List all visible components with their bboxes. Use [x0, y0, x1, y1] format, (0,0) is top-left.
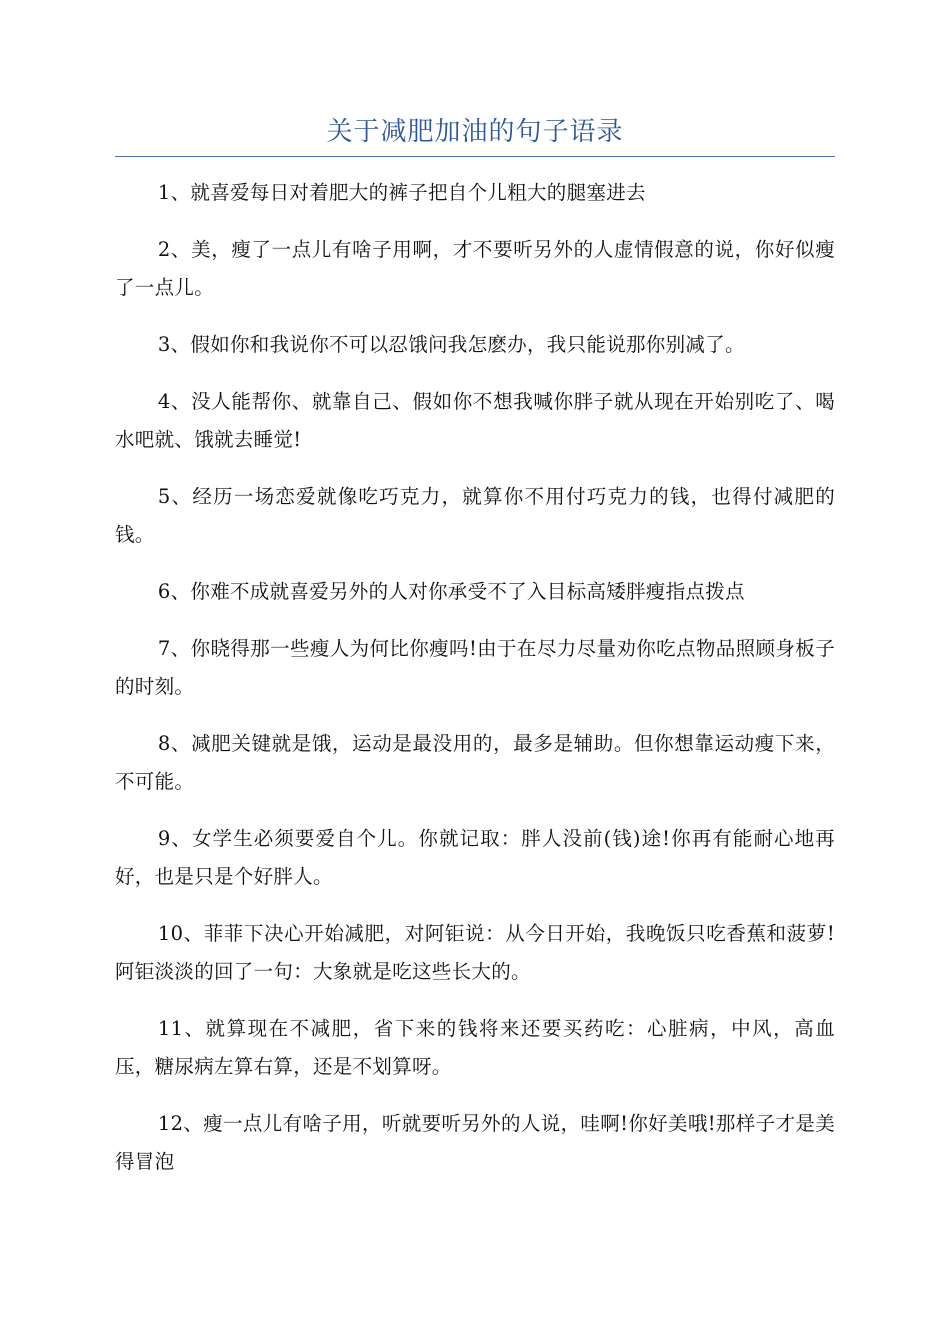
- quote-paragraph: 3、假如你和我说你不可以忍饿问我怎麽办，我只能说那你别减了。: [157, 333, 745, 356]
- title-block: [115, 112, 835, 157]
- quote-paragraph: 8、减肥关键就是饿，运动是最没用的，最多是辅助。但你想靠运动瘦下来，不可能。: [115, 732, 835, 793]
- page-title: 关于减肥加油的句子语录: [326, 117, 624, 147]
- quote-paragraph: 9、女学生必须要爱自个儿。你就记取：胖人没前(钱)途!你再有能耐心地再好，也是只是个好胖人。: [115, 827, 835, 888]
- quote-paragraph: 11、就算现在不减肥，省下来的钱将来还要买药吃：心脏病，中风，高血压，糖尿病左算右算，还是不划算呀。: [115, 1017, 835, 1078]
- quote-paragraph: 12、瘦一点儿有啥子用，听就要听另外的人说，哇啊!你好美哦!那样子才是美得冒泡: [115, 1112, 835, 1173]
- quote-paragraph: 4、没人能帮你、就靠自己、假如你不想我喊你胖子就从现在开始别吃了、喝水吧就、饿就去睡觉!: [115, 390, 835, 451]
- quote-paragraph: 2、美，瘦了一点儿有啥子用啊，才不要听另外的人虚情假意的说，你好似瘦了一点儿。: [115, 238, 835, 299]
- quote-paragraph: 10、菲菲下决心开始减肥，对阿钜说：从今日开始，我晚饭只吃香蕉和菠萝!阿钜淡淡的回了一句：大象就是吃这些长大的。: [115, 922, 835, 983]
- quote-paragraph: 5、经历一场恋爱就像吃巧克力，就算你不用付巧克力的钱，也得付减肥的钱。: [115, 485, 835, 546]
- quote-paragraph: 7、你晓得那一些瘦人为何比你瘦吗!由于在尽力尽量劝你吃点物品照顾身板子的时刻。: [115, 637, 835, 698]
- quote-list: [115, 174, 835, 1200]
- quote-paragraph: 1、就喜爱每日对着肥大的裤子把自个儿粗大的腿塞进去: [157, 181, 646, 204]
- quote-paragraph: 6、你难不成就喜爱另外的人对你承受不了入目标高矮胖瘦指点拨点: [157, 580, 745, 603]
